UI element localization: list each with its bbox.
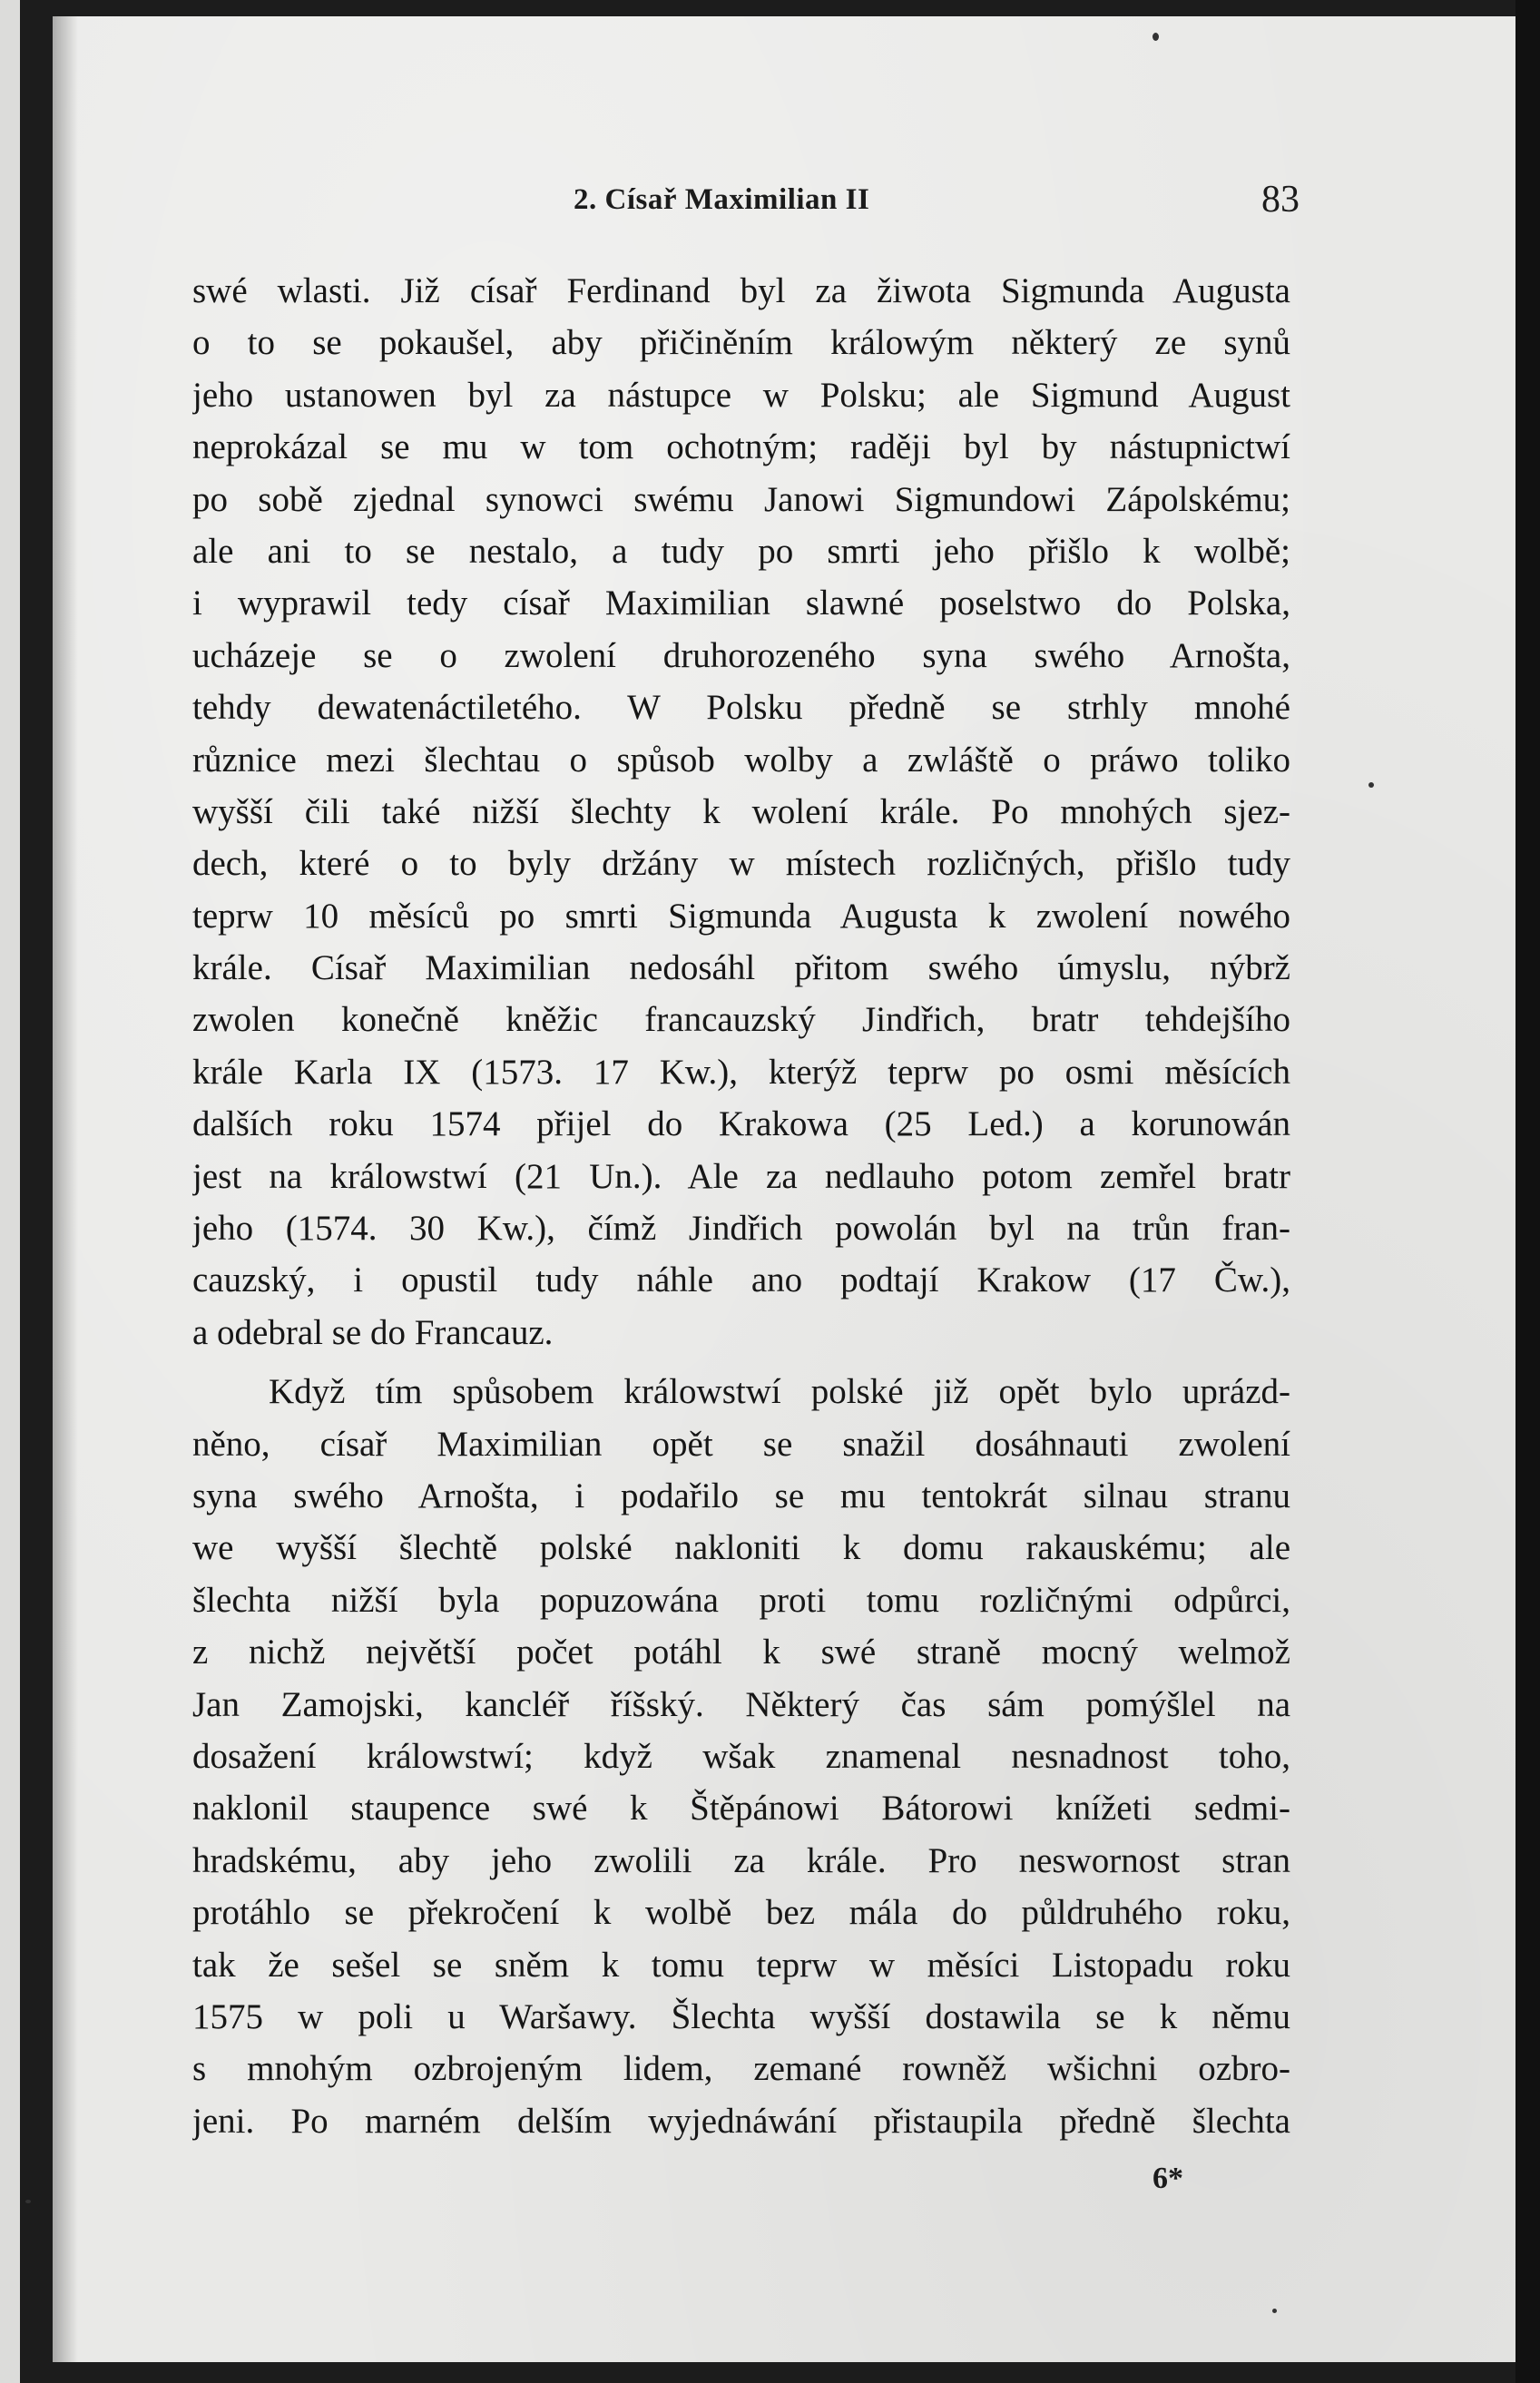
text-line: tak že sešel se sněm k tomu teprw w měsíci Listopadu roku	[192, 1945, 1290, 1985]
text-line: 1575 w poli u Waršawy. Šlechta wyšší dostawila se k němu	[192, 1996, 1290, 2036]
page-number: 83	[1261, 179, 1300, 221]
signature-mark: 6*	[1153, 2162, 1183, 2195]
text-line: i wyprawil tedy císař Maximilian slawné poselstwo do Polska,	[192, 583, 1290, 623]
text-line: krále. Císař Maximilian nedosáhl přitom swého úmyslu, nýbrž	[192, 948, 1290, 988]
text-line: naklonil staupence swé k Štěpánowi Bátorowi knížeti sedmi-	[192, 1789, 1290, 1829]
text-line: dosažení králowstwí; když wšak znamenal nesnadnost toho,	[192, 1736, 1290, 1776]
text-line: hradskému, aby jeho zwolili za krále. Pro neswornost stran	[192, 1840, 1290, 1880]
paragraph-2	[192, 1366, 1290, 2147]
text-line: Když tím spůsobem králowstwí polské již opět bylo uprázd-	[269, 1372, 1290, 1412]
text-line: Jan Zamojski, kancléř říšský. Některý čas sám pomýšlel na	[192, 1684, 1290, 1724]
body-text	[192, 265, 1290, 2147]
scan-speck	[1368, 782, 1374, 788]
text-line: ale ani to se nestalo, a tudy po smrti jeho přišlo k wolbě;	[192, 531, 1290, 571]
text-line: syna swého Arnošta, i podařilo se mu tentokrát silnau stranu	[192, 1476, 1290, 1515]
text-line: dalších roku 1574 přijel do Krakowa (25 Led.) a korunowán	[192, 1104, 1290, 1144]
text-line: a odebral se do Francauz.	[192, 1312, 554, 1352]
adjacent-page-edge	[0, 0, 20, 2383]
scan-speck	[1272, 2309, 1277, 2313]
text-line: o to se pokaušel, aby přičiněním králowým některý ze synů	[192, 323, 1290, 363]
text-line: dech, které o to byly držány w místech rozličných, přišlo tudy	[192, 844, 1290, 884]
text-line: krále Karla IX (1573. 17 Kw.), kterýž teprw po osmi měsících	[192, 1052, 1290, 1092]
running-header	[192, 178, 1300, 232]
scan-speck	[1153, 33, 1159, 41]
text-line: swé wlasti. Již císař Ferdinand byl za žiwota Sigmunda Augusta	[192, 271, 1290, 310]
text-line: wyšší čili také nižší šlechty k wolení krále. Po mnohých sjez-	[192, 791, 1290, 831]
text-line: něno, císař Maximilian opět se snažil dosáhnauti zwolení	[192, 1424, 1290, 1464]
text-line: jest na králowstwí (21 Un.). Ale za nedlauho potom zemřel bratr	[192, 1156, 1290, 1196]
text-line: různice mezi šlechtau o spůsob wolby a zwláště o práwo toliko	[192, 740, 1290, 780]
paragraph-1	[192, 265, 1290, 1358]
text-line: we wyšší šlechtě polské nakloniti k domu rakauskému; ale	[192, 1528, 1290, 1568]
text-line: teprw 10 měsíců po smrti Sigmunda Augusta k zwolení nowého	[192, 896, 1290, 936]
right-scan-edge	[1515, 0, 1540, 2383]
text-line: šlechta nižší byla popuzowána proti tomu rozličnými odpůrci,	[192, 1580, 1290, 1620]
paragraph-gap	[192, 1358, 1290, 1366]
gutter-shadow	[53, 16, 78, 2362]
text-line: jeni. Po marném delším wyjednáwání přistaupila předně šlechta	[192, 2101, 1290, 2141]
text-line: po sobě zjednal synowci swému Janowi Sigmundowi Zápolskému;	[192, 479, 1290, 519]
text-line: jeho (1574. 30 Kw.), čímž Jindřich powolán byl na trůn fran-	[192, 1209, 1290, 1249]
text-line: zwolen konečně kněžic francauzský Jindřich, bratr tehdejšího	[192, 1000, 1290, 1040]
text-line: ucházeje se o zwolení druhorozeného syna swého Arnošta,	[192, 635, 1290, 675]
running-title: 2. Císař Maximilian II	[574, 183, 870, 216]
text-line: tehdy dewatenáctiletého. W Polsku předně se strhly mnohé	[192, 688, 1290, 728]
text-line: jeho ustanowen byl za nástupce w Polsku; ale Sigmund August	[192, 375, 1290, 415]
text-line: neprokázal se mu w tom ochotným; raději byl by nástupnictwí	[192, 427, 1290, 467]
text-line: z nichž největší počet potáhl k swé straně mocný welmož	[192, 1633, 1290, 1672]
text-line: s mnohým ozbrojeným lidem, zemané rowněž wšichni ozbro-	[192, 2049, 1290, 2089]
scan-speck	[25, 2200, 31, 2203]
text-line: protáhlo se překročení k wolbě bez mála do půldruhého roku,	[192, 1893, 1290, 1933]
text-line: cauzský, i opustil tudy náhle ano podtají Krakow (17 Čw.),	[192, 1260, 1290, 1300]
